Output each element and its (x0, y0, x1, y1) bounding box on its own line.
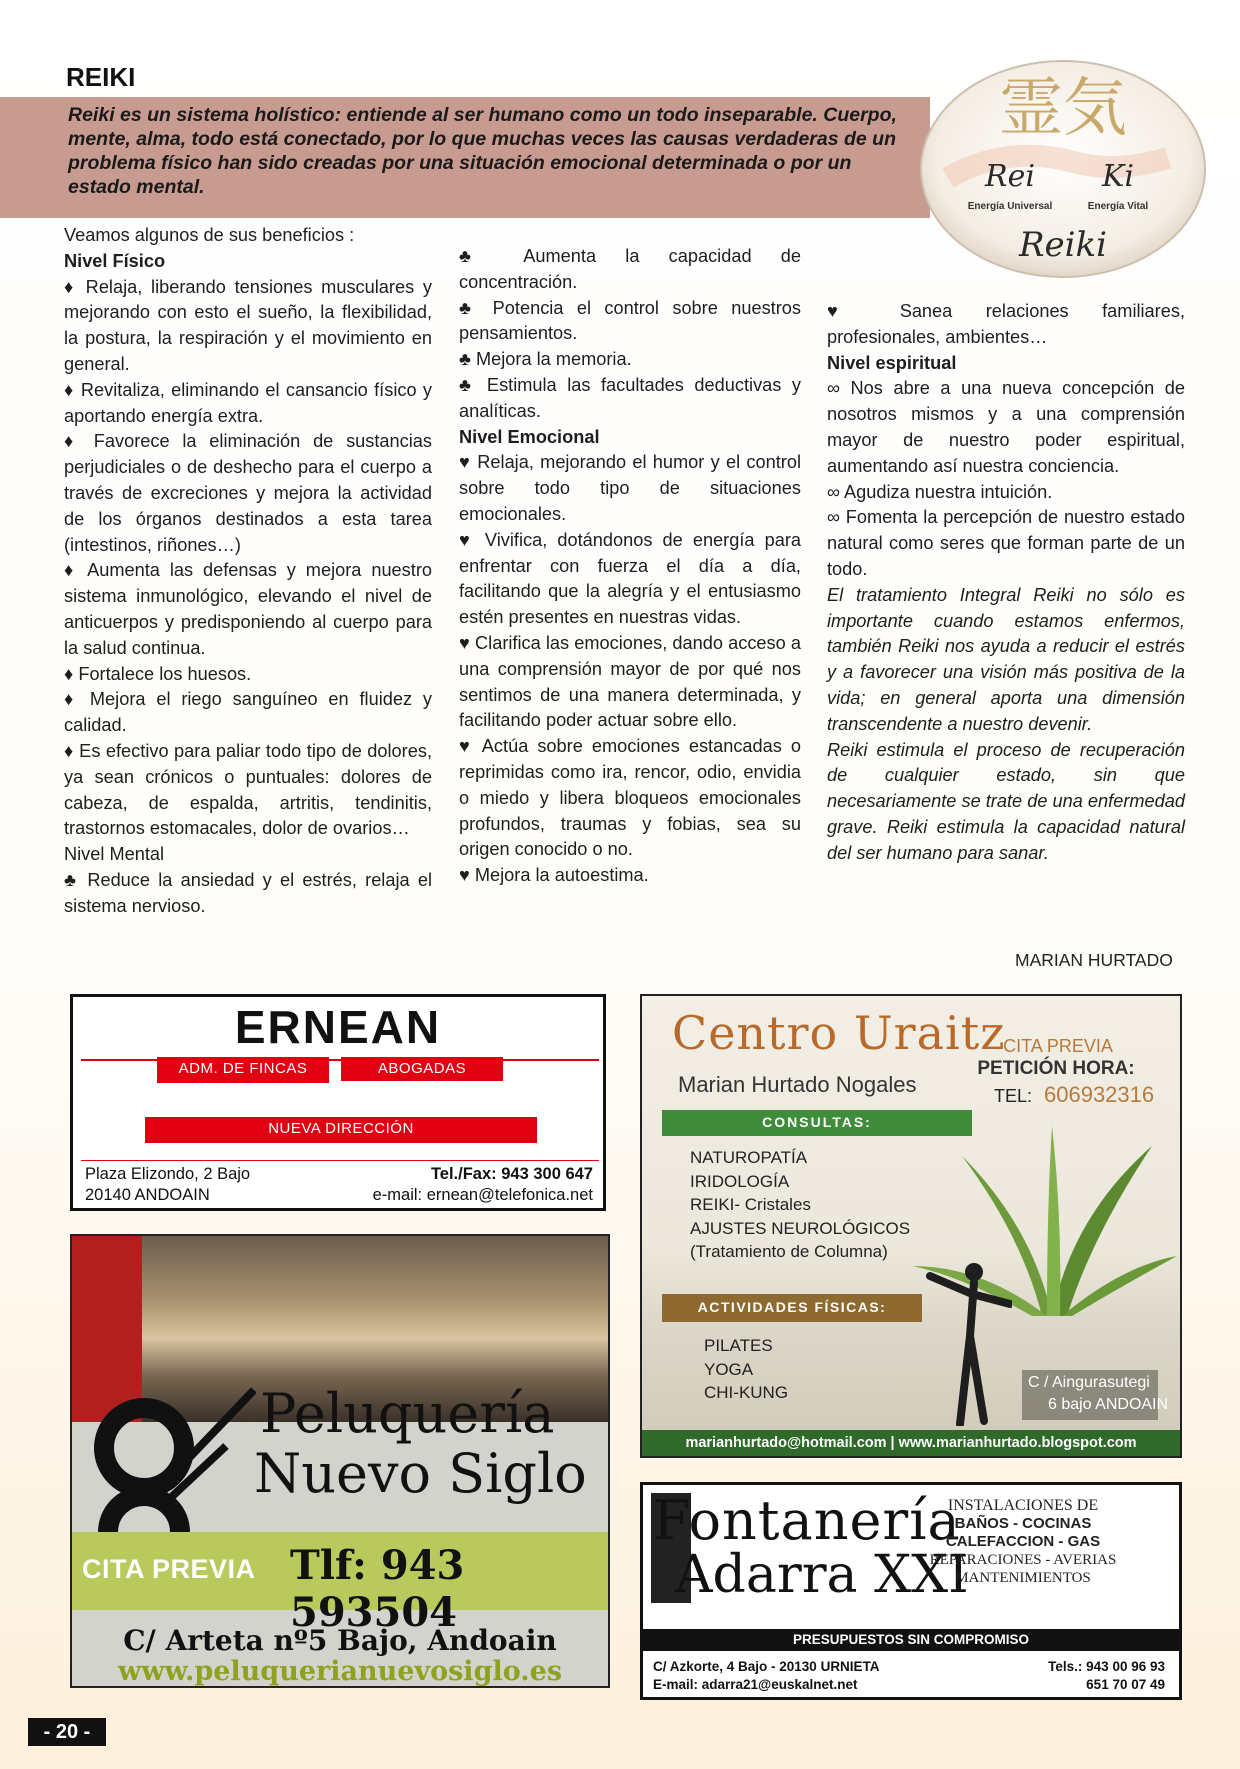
article-intro: Reiki es un sistema holístico: entiende al ser humano como un todo inseparable. Cuerpo, mente, alma, todo está conectado, por lo que muchas veces las causas verdaderas de un problema físico han sido creadas por una situación emocional determinada o por un estado mental. (68, 104, 897, 198)
benefit-item: ♦ Aumenta las defensas y mejora nuestro sistema inmunológico, elevando el nivel de anticuerpos y predisponiendo al cuerpo para la salud continua. (64, 560, 432, 658)
benefit-item: ♦ Favorece la eliminación de sustancias perjudiciales o de deshecho para el cuerpo a través de excreciones y mejora la actividad de los órganos destinados a esta tarea (intestinos, riñones…) (64, 431, 432, 555)
peluqueria-phone: Tlf: 943 593504 (290, 1542, 465, 1636)
benefit-item: ♥ Mejora la autoestima. (459, 865, 649, 886)
article-title: REIKI (66, 62, 136, 92)
list-item: CHI-KUNG (704, 1383, 789, 1402)
article-column-1 (64, 223, 432, 920)
fontaneria-logo-1: Fontanería (653, 1489, 961, 1552)
fontaneria-email[interactable]: E-mail: adarra21@euskalnet.net (653, 1677, 858, 1692)
list-item: AJUSTES NEUROLÓGICOS (690, 1218, 911, 1238)
article-column-2 (459, 244, 801, 889)
uraitz-subtitle: Marian Hurtado Nogales (678, 1072, 917, 1097)
peluqueria-name-2: Nuevo Siglo (254, 1442, 587, 1505)
logo-kanji: 霊気 (999, 72, 1127, 146)
presupuesto-text: PRESUPUESTOS SIN COMPROMISO (792, 1632, 1030, 1647)
consultas-list (690, 1146, 910, 1264)
author-byline: MARIAN HURTADO (1015, 950, 1173, 970)
conclusion-paragraph: Reiki estimula el proceso de recuperación de cualquier estado, sin que necesariamente se trate de una enfermedad grave. Reiki estimula la capacidad natural del ser humano para sanar. (827, 739, 1185, 863)
peluqueria-address: C/ Arteta nº5 Bajo, Andoain (123, 1624, 557, 1657)
benefit-item: ♣ Estimula las facultades deductivas y analíticas. (459, 374, 801, 421)
ernean-tag-abogadas: ABOGADAS (341, 1057, 503, 1081)
lead-text: Veamos algunos de sus beneficios : (64, 225, 355, 245)
logo-ki-sub: Energía Vital (1087, 201, 1149, 212)
yoga-figure-image (922, 1256, 1012, 1426)
peluqueria-cita-previa: CITA PREVIA (82, 1554, 256, 1584)
ad-centro-uraitz[interactable] (640, 994, 1182, 1458)
benefit-item: ♦ Mejora el riego sanguíneo en fluidez y calidad. (64, 689, 432, 736)
logo-rei-sub: Energía Universal (967, 201, 1053, 212)
uraitz-contact-links[interactable]: marianhurtado@hotmail.com | www.marianhurtado.blogspot.com (685, 1435, 1137, 1451)
fontaneria-service: INSTALACIONES DE (947, 1497, 1099, 1514)
actividades-list (704, 1334, 788, 1405)
benefit-item: ♥ Vivifica, dotándonos de energía para enfrentar con fuerza el día a día, facilitando que la alegría y el entusiasmo estén presentes en nuestras vidas. (459, 529, 801, 628)
benefit-item: ∞ Agudiza nuestra intuición. (827, 481, 1053, 502)
list-item: YOGA (704, 1359, 754, 1379)
list-item: IRIDOLOGÍA (690, 1171, 790, 1191)
fontaneria-service: REPARACIONES - AVERIAS (929, 1552, 1117, 1568)
fontaneria-phone-1: Tels.: 943 00 96 93 (1048, 1659, 1165, 1674)
benefit-item: ∞ Nos abre a una nueva concepción de nosotros mismos y a una comprensión mayor de nuestro poder espiritual, aumentando así nuestra conciencia. (827, 378, 1185, 476)
benefit-item: ♦ Relaja, liberando tensiones musculares y mejorando con esto el sueño, la flexibilidad, la postura, la respiración y el movimiento en general. (64, 276, 432, 374)
benefit-item: ♣ Reduce la ansiedad y el estrés, relaja el sistema nervioso. (64, 869, 432, 916)
benefit-item: ♣ Mejora la memoria. (459, 349, 632, 370)
fontaneria-service: CALEFACCION - GAS (945, 1533, 1101, 1550)
uraitz-address-2: 6 bajo ANDOAIN (1048, 1396, 1169, 1413)
ernean-tag-fincas: ADM. DE FINCAS (157, 1057, 329, 1083)
heading-nivel-mental: Nivel Mental (64, 844, 165, 865)
fontaneria-address: C/ Azkorte, 4 Bajo - 20130 URNIETA (653, 1659, 880, 1674)
ad-ernean[interactable] (70, 994, 606, 1211)
actividades-title: ACTIVIDADES FÍSICAS: (697, 1299, 887, 1315)
ernean-address-1: Plaza Elizondo, 2 Bajo (85, 1165, 251, 1183)
article-column-3 (827, 299, 1185, 867)
uraitz-name: Centro Uraitz (672, 1006, 1006, 1060)
uraitz-address-1: C / Aingurasutegi (1028, 1374, 1150, 1391)
peluqueria-name-1: Peluquería (260, 1382, 555, 1445)
logo-ki: Ki (1101, 159, 1135, 194)
uraitz-phone: 606932316 (1044, 1082, 1155, 1107)
benefit-item: ♦ Es efectivo para paliar todo tipo de dolores, ya sean crónicos o puntuales: dolores de cabeza, de espalda, artritis, tendinitis, trastornos estomacales, dolor de ovarios… (64, 740, 432, 839)
benefit-item: ∞ Fomenta la percepción de nuestro estado natural como seres que forman parte de un todo. (827, 507, 1185, 579)
fontaneria-logo-2: Adarra XXI (675, 1545, 969, 1605)
peluqueria-website[interactable]: www.peluquerianuevosiglo.es (117, 1656, 563, 1687)
conclusion-paragraph: El tratamiento Integral Reiki no sólo es importante cuando estamos enfermos, también Reiki nos ayuda a reducir el estrés y a favorecer una visión más positiva de la vida; en general aporta una dimensión transcendente a nuestro devenir. (827, 584, 1185, 734)
consultas-title: CONSULTAS: (762, 1114, 872, 1130)
heading-nivel-espiritual: Nivel espiritual (827, 352, 957, 373)
benefit-item: ♦ Revitaliza, eliminando el cansancio físico y aportando energía extra. (64, 379, 432, 426)
list-item: REIKI- Cristales (690, 1195, 811, 1214)
benefit-item: ♥ Actúa sobre emociones estancadas o reprimidas como ira, rencor, odio, envidia o miedo y libera bloqueos emocionales profundos, traumas y fobias, sea su origen conocido o no. (459, 736, 801, 860)
ernean-name: ERNEAN (234, 1001, 442, 1053)
benefit-item: ♥ Clarifica las emociones, dando acceso a una comprensión mayor de por qué nos sentimos de una manera determinada, y facilitando poder actuar sobre ello. (459, 632, 801, 731)
ernean-tag-nueva-direccion: NUEVA DIRECCIÓN (145, 1117, 537, 1143)
fontaneria-service: BAÑOS - COCINAS (954, 1515, 1092, 1532)
ad-fontaneria-adarra[interactable] (640, 1482, 1182, 1700)
fontaneria-service: MANTENIMIENTOS (955, 1570, 1091, 1586)
uraitz-cita-previa: CITA PREVIA (1003, 1036, 1113, 1056)
benefit-item: ♣ Aumenta la capacidad de concentración. (459, 246, 801, 292)
logo-reiki: Reiki (1018, 225, 1108, 265)
uraitz-tel-label: TEL: (994, 1086, 1033, 1106)
ernean-address-2: 20140 ANDOAIN (85, 1186, 210, 1204)
benefit-item: ♣ Potencia el control sobre nuestros pensamientos. (459, 297, 801, 344)
benefit-item: ♥ Sanea relaciones familiares, profesionales, ambientes… (827, 301, 1185, 347)
ernean-email[interactable]: e-mail: ernean@telefonica.net (372, 1186, 593, 1204)
benefit-item: ♥ Relaja, mejorando el humor y el control sobre todo tipo de situaciones emocionales. (459, 452, 801, 524)
heading-nivel-emocional: Nivel Emocional (459, 426, 600, 447)
benefit-item: ♦ Fortalece los huesos. (64, 663, 252, 684)
list-item: PILATES (704, 1336, 773, 1355)
ad-peluqueria-nuevo-siglo[interactable] (70, 1234, 610, 1688)
ernean-phone: Tel./Fax: 943 300 647 (430, 1165, 593, 1183)
list-item: NATUROPATÍA (690, 1148, 808, 1167)
page-number: - 20 - (28, 1718, 106, 1746)
fontaneria-phone-2: 651 70 07 49 (1086, 1677, 1165, 1692)
heading-nivel-fisico: Nivel Físico (64, 250, 166, 271)
divider (81, 1160, 599, 1161)
logo-rei: Rei (985, 159, 1035, 194)
uraitz-peticion: PETICIÓN HORA: (977, 1058, 1135, 1079)
reiki-logo (918, 58, 1208, 280)
list-item: (Tratamiento de Columna) (690, 1242, 888, 1261)
